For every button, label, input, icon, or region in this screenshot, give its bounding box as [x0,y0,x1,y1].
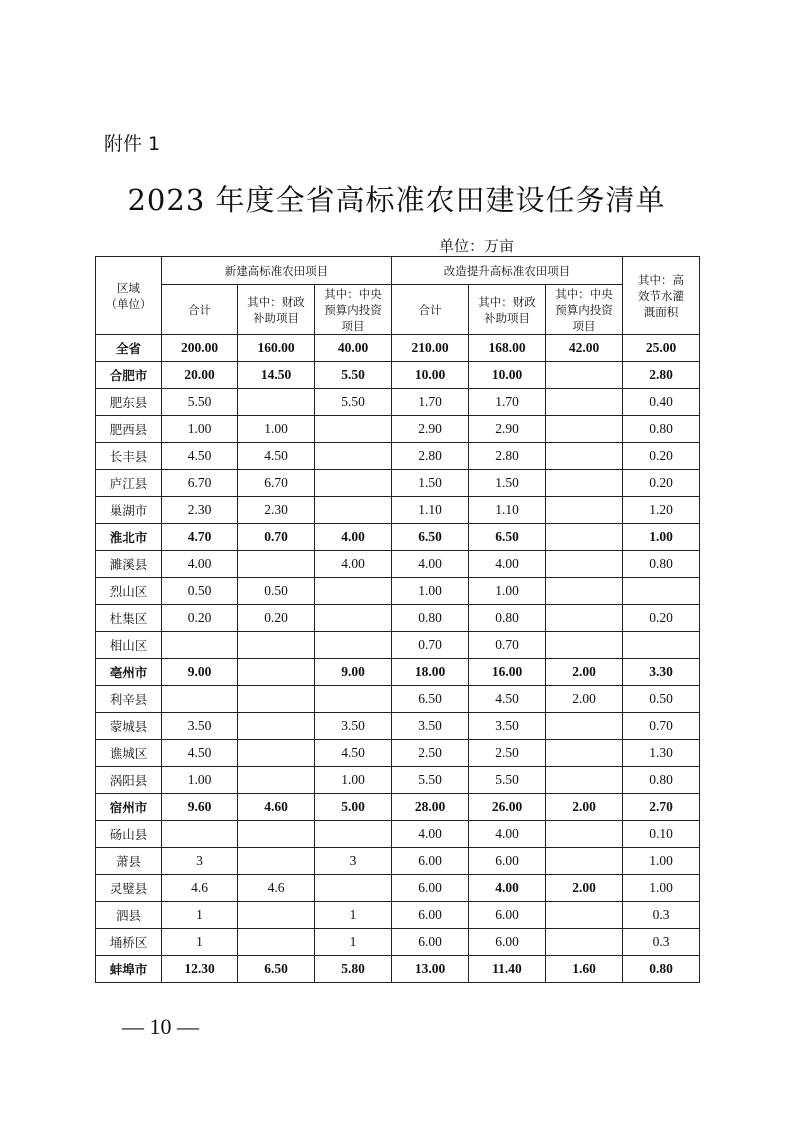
table-row [96,605,700,632]
value-cell: 1.60 [546,956,623,983]
value-cell: 28.00 [392,794,469,821]
value-cell [546,389,623,416]
table-row [96,497,700,524]
value-cell [315,497,392,524]
value-cell: 0.80 [623,551,700,578]
value-cell: 3 [162,848,238,875]
table-row [96,794,700,821]
value-cell: 4.00 [392,821,469,848]
table-row [96,713,700,740]
value-cell: 1.00 [238,416,315,443]
value-cell: 1.50 [469,470,546,497]
table-row [96,929,700,956]
value-cell [238,632,315,659]
value-cell: 0.80 [623,956,700,983]
value-cell: 2.30 [238,497,315,524]
value-cell: 3.50 [392,713,469,740]
value-cell: 2.50 [469,740,546,767]
table-row [96,632,700,659]
value-cell [546,524,623,551]
value-cell: 210.00 [392,335,469,362]
value-cell: 0.3 [623,902,700,929]
value-cell [315,443,392,470]
value-cell: 0.20 [162,605,238,632]
value-cell [238,740,315,767]
value-cell: 20.00 [162,362,238,389]
region-cell: 宿州市 [96,794,162,821]
value-cell [546,902,623,929]
region-cell: 濉溪县 [96,551,162,578]
value-cell: 9.00 [162,659,238,686]
header-region: 区域 （单位） [96,257,162,335]
value-cell [623,578,700,605]
table-header [96,257,700,335]
attachment-label: 附件 1 [104,133,161,155]
value-cell: 200.00 [162,335,238,362]
value-cell: 0.20 [623,605,700,632]
value-cell [546,821,623,848]
document-title: 2023 年度全省高标准农田建设任务清单 [127,183,666,217]
table-body [96,335,700,983]
value-cell: 1.00 [623,848,700,875]
value-cell [546,605,623,632]
region-cell: 利辛县 [96,686,162,713]
value-cell: 42.00 [546,335,623,362]
value-cell [315,821,392,848]
value-cell: 6.50 [392,686,469,713]
value-cell: 3.30 [623,659,700,686]
value-cell: 0.20 [623,470,700,497]
value-cell [238,389,315,416]
value-cell: 160.00 [238,335,315,362]
table-row [96,470,700,497]
value-cell [315,632,392,659]
value-cell: 3.50 [469,713,546,740]
value-cell [546,362,623,389]
region-cell: 庐江县 [96,470,162,497]
value-cell: 0.20 [623,443,700,470]
value-cell: 1.00 [315,767,392,794]
table-row [96,686,700,713]
value-cell: 11.40 [469,956,546,983]
table-row [96,821,700,848]
value-cell: 4.50 [238,443,315,470]
table-row [96,335,700,362]
region-cell: 蒙城县 [96,713,162,740]
value-cell: 6.00 [392,902,469,929]
header-total: 合计 [162,285,238,335]
value-cell: 2.80 [623,362,700,389]
region-cell: 亳州市 [96,659,162,686]
table-row [96,875,700,902]
value-cell [238,713,315,740]
value-cell [546,929,623,956]
region-cell: 合肥市 [96,362,162,389]
value-cell: 0.50 [623,686,700,713]
value-cell: 5.80 [315,956,392,983]
header-central2: 其中：中央预算内投资项目 [546,285,623,335]
value-cell [238,848,315,875]
value-cell: 4.50 [315,740,392,767]
region-cell: 肥东县 [96,389,162,416]
value-cell [238,767,315,794]
value-cell: 2.00 [546,794,623,821]
value-cell: 6.50 [238,956,315,983]
value-cell [162,632,238,659]
value-cell: 13.00 [392,956,469,983]
region-cell: 烈山区 [96,578,162,605]
header-fiscal2: 其中：财政补助项目 [469,285,546,335]
header-fiscal: 其中：财政补助项目 [238,285,315,335]
region-cell: 巢湖市 [96,497,162,524]
task-table [95,256,700,983]
table-row [96,416,700,443]
value-cell [238,821,315,848]
value-cell: 168.00 [469,335,546,362]
header-total2: 合计 [392,285,469,335]
table-row [96,848,700,875]
value-cell: 0.40 [623,389,700,416]
region-cell: 谯城区 [96,740,162,767]
value-cell [162,686,238,713]
value-cell: 4.50 [162,443,238,470]
value-cell: 4.00 [315,551,392,578]
value-cell [546,497,623,524]
value-cell [546,470,623,497]
value-cell: 1.70 [469,389,546,416]
value-cell: 6.00 [469,929,546,956]
value-cell: 4.00 [392,551,469,578]
value-cell: 4.6 [162,875,238,902]
region-cell: 埇桥区 [96,929,162,956]
value-cell [238,902,315,929]
value-cell: 0.80 [623,416,700,443]
value-cell: 4.70 [162,524,238,551]
value-cell: 4.50 [162,740,238,767]
value-cell: 25.00 [623,335,700,362]
header-central: 其中：中央预算内投资项目 [315,285,392,335]
value-cell: 5.50 [315,362,392,389]
value-cell [315,470,392,497]
value-cell: 4.00 [315,524,392,551]
value-cell: 40.00 [315,335,392,362]
table-row [96,362,700,389]
value-cell: 1.50 [392,470,469,497]
value-cell: 4.50 [469,686,546,713]
value-cell [546,632,623,659]
region-cell: 肥西县 [96,416,162,443]
value-cell [546,416,623,443]
value-cell [546,551,623,578]
value-cell: 0.50 [238,578,315,605]
value-cell: 2.00 [546,875,623,902]
region-cell: 灵璧县 [96,875,162,902]
table-row [96,524,700,551]
value-cell [238,551,315,578]
value-cell: 0.70 [392,632,469,659]
value-cell: 2.70 [623,794,700,821]
value-cell: 3 [315,848,392,875]
value-cell: 1.00 [469,578,546,605]
region-cell: 砀山县 [96,821,162,848]
value-cell: 0.70 [238,524,315,551]
value-cell [623,632,700,659]
value-cell [238,686,315,713]
value-cell: 0.70 [469,632,546,659]
table-row [96,578,700,605]
value-cell: 1.00 [392,578,469,605]
value-cell: 9.00 [315,659,392,686]
value-cell: 2.30 [162,497,238,524]
value-cell [546,848,623,875]
value-cell: 6.00 [469,848,546,875]
value-cell: 2.00 [546,659,623,686]
value-cell [162,821,238,848]
value-cell: 1 [162,929,238,956]
value-cell [315,605,392,632]
value-cell [546,740,623,767]
value-cell [546,578,623,605]
value-cell: 2.90 [469,416,546,443]
value-cell: 2.90 [392,416,469,443]
value-cell [315,686,392,713]
value-cell: 1 [315,902,392,929]
value-cell: 18.00 [392,659,469,686]
value-cell: 3.50 [315,713,392,740]
table-row [96,551,700,578]
value-cell: 2.80 [469,443,546,470]
value-cell: 6.70 [238,470,315,497]
table-row [96,767,700,794]
value-cell: 2.00 [546,686,623,713]
header-upgrade-group: 改造提升高标准农田项目 [392,257,623,285]
value-cell: 1.00 [162,767,238,794]
value-cell: 3.50 [162,713,238,740]
value-cell: 0.80 [623,767,700,794]
value-cell: 1.00 [162,416,238,443]
value-cell: 1.20 [623,497,700,524]
value-cell: 1.00 [623,524,700,551]
value-cell: 5.50 [469,767,546,794]
region-cell: 长丰县 [96,443,162,470]
value-cell: 10.00 [469,362,546,389]
value-cell: 5.50 [315,389,392,416]
header-water: 其中：高效节水灌溉面积 [623,257,700,335]
value-cell: 16.00 [469,659,546,686]
value-cell: 14.50 [238,362,315,389]
header-new-group: 新建高标准农田项目 [162,257,392,285]
value-cell: 4.6 [238,875,315,902]
value-cell: 0.20 [238,605,315,632]
value-cell: 1 [162,902,238,929]
value-cell: 10.00 [392,362,469,389]
region-cell: 相山区 [96,632,162,659]
table-row [96,740,700,767]
region-cell: 全省 [96,335,162,362]
value-cell: 6.00 [469,902,546,929]
value-cell: 2.50 [392,740,469,767]
page-number: — 10 — [122,1014,199,1039]
value-cell: 0.3 [623,929,700,956]
table-row [96,389,700,416]
table-row [96,659,700,686]
value-cell: 5.00 [315,794,392,821]
value-cell: 6.50 [469,524,546,551]
value-cell: 6.70 [162,470,238,497]
value-cell: 6.00 [392,929,469,956]
value-cell: 4.00 [469,875,546,902]
value-cell: 4.00 [162,551,238,578]
region-cell: 泗县 [96,902,162,929]
value-cell [315,416,392,443]
value-cell: 5.50 [392,767,469,794]
value-cell: 1 [315,929,392,956]
value-cell: 4.00 [469,821,546,848]
unit-label: 单位：万亩 [439,237,515,255]
value-cell: 4.00 [469,551,546,578]
value-cell [546,713,623,740]
region-cell: 萧县 [96,848,162,875]
value-cell [315,875,392,902]
value-cell: 6.00 [392,875,469,902]
value-cell: 0.80 [392,605,469,632]
value-cell: 9.60 [162,794,238,821]
value-cell: 6.00 [392,848,469,875]
value-cell: 6.50 [392,524,469,551]
region-cell: 蚌埠市 [96,956,162,983]
table-row [96,956,700,983]
value-cell [238,929,315,956]
value-cell: 1.30 [623,740,700,767]
value-cell: 1.10 [392,497,469,524]
value-cell: 12.30 [162,956,238,983]
table-row [96,902,700,929]
value-cell: 0.50 [162,578,238,605]
value-cell [238,659,315,686]
region-cell: 涡阳县 [96,767,162,794]
value-cell: 2.80 [392,443,469,470]
value-cell: 0.10 [623,821,700,848]
table-row [96,443,700,470]
value-cell: 0.80 [469,605,546,632]
value-cell: 4.60 [238,794,315,821]
value-cell: 1.70 [392,389,469,416]
value-cell: 26.00 [469,794,546,821]
value-cell: 1.10 [469,497,546,524]
region-cell: 淮北市 [96,524,162,551]
region-cell: 杜集区 [96,605,162,632]
value-cell: 5.50 [162,389,238,416]
value-cell: 0.70 [623,713,700,740]
value-cell [546,767,623,794]
value-cell [315,578,392,605]
value-cell [546,443,623,470]
value-cell: 1.00 [623,875,700,902]
